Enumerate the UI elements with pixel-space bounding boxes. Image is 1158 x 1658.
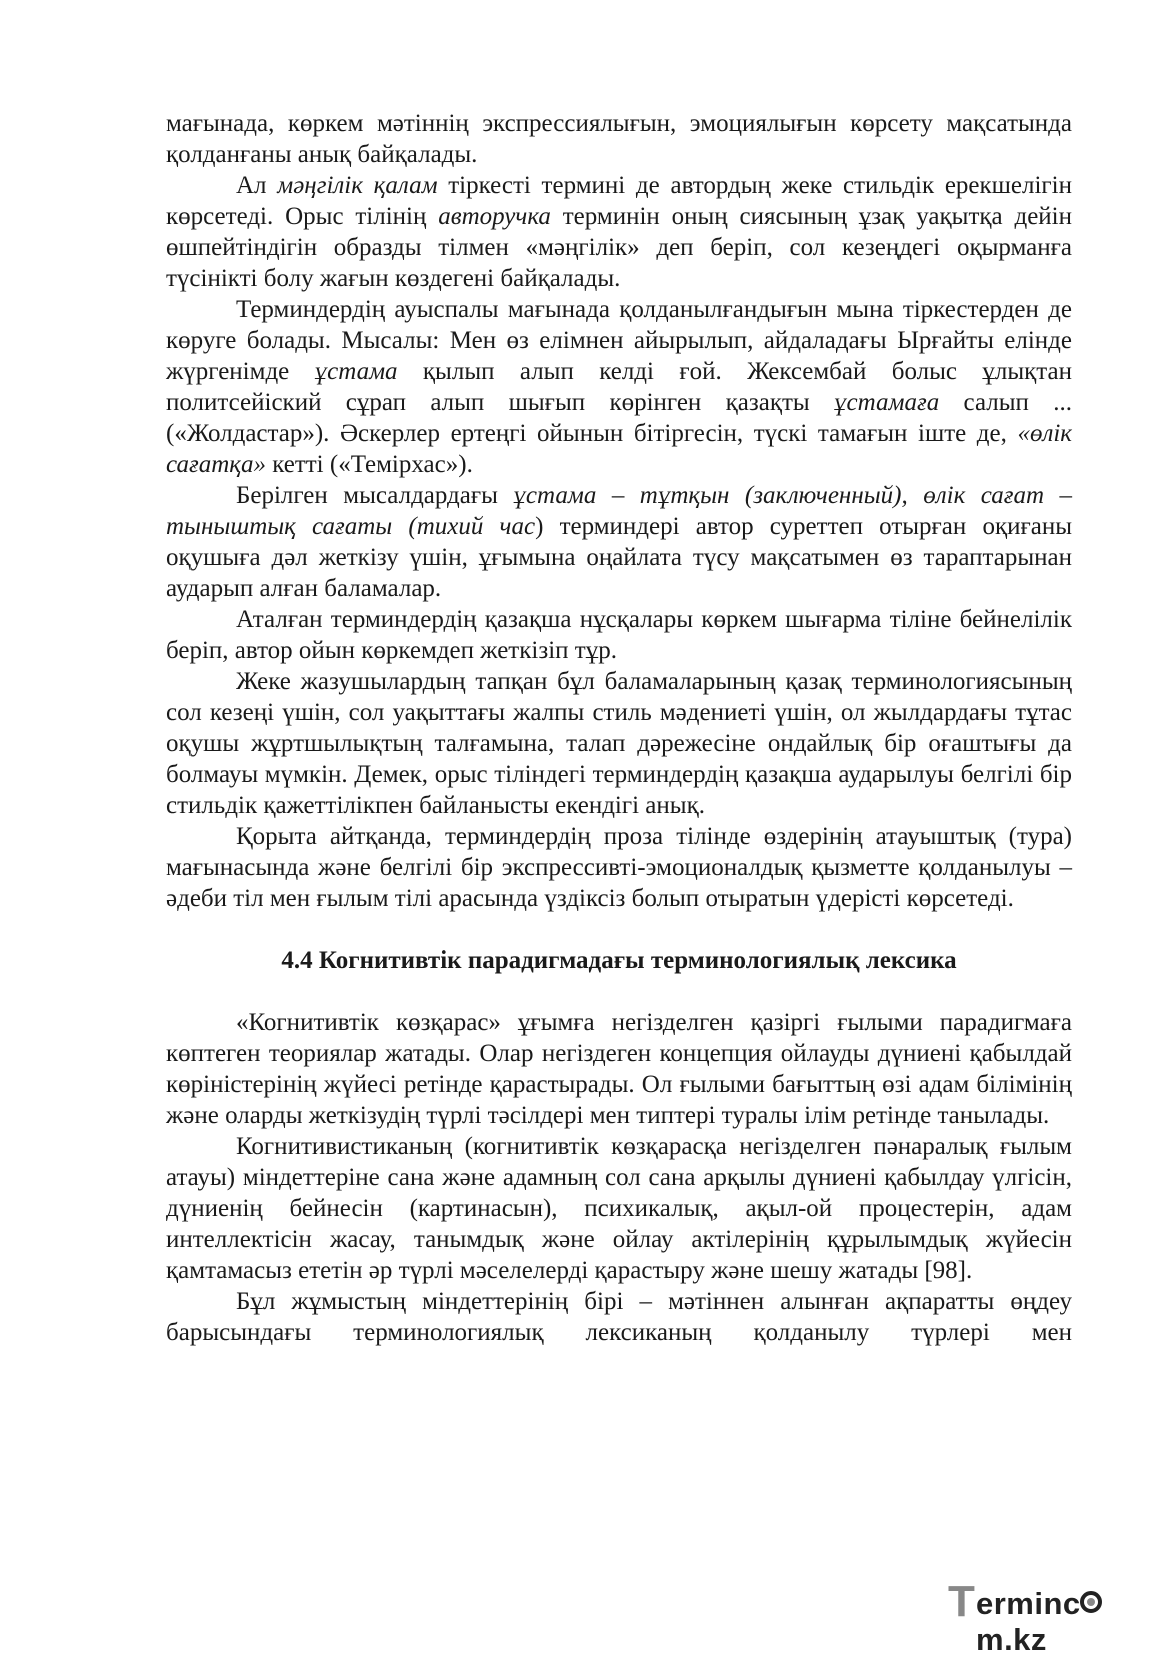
- paragraph-7: «Когнитивтік көзқарас» ұғымға негізделген қазіргі ғылыми парадигмаға көптеген теориялар жатады. Олар негіздеген концепция ойлауды дүниені қабылдай көріністерінің жүйесі ретінде қарастырады. Ол ғылыми бағыттың өзі адам білімінің және оларды жеткізудің түрлі тәсілдері мен типтері туралы ілім ретінде танылады.: [166, 1009, 1072, 1129]
- italic-term: мәңгілік қалам: [277, 172, 438, 199]
- italic-term: ұстамаға: [834, 389, 940, 416]
- section-heading: 4.4 Когнитивтік парадигмадағы терминологиялық лексика: [281, 947, 957, 974]
- text-span: тіркесті термині де автордың жеке стильдік ерекшелігін көрсетеді. Орыс тілінің: [166, 172, 1072, 230]
- paragraph-4: Аталған терминдердің қазақша нұсқалары көркем шығарма тіліне бейнелілік беріп, автор ойын көркемдеп жеткізіп тұр.: [166, 606, 1072, 664]
- watermark-text-end: m.kz: [976, 1622, 1047, 1657]
- text-span: ) терминдері автор суреттеп отырған оқиғаны оқушыға дәл жеткізу үшін, ұғымына оңайлата түсу мақсатымен өз тараптарынан аударып алған баламалар.: [166, 513, 1072, 602]
- text-span: кетті («Темірхас»).: [265, 451, 473, 478]
- watermark-o-dot-icon: [1087, 1598, 1095, 1606]
- termincom-watermark-logo: [940, 1577, 1150, 1657]
- paragraph-0: мағынада, көркем мәтіннің экспрессиялығын, эмоциялығын көрсету мақсатында қолданғаны анық байқалады.: [166, 110, 1072, 168]
- text-span: терминін оның сиясының ұзақ уақытқа дейін өшпейтіндігін образды тілмен «мәңгілік» деп беріп, сол кезеңдегі оқырманға түсінікті болу жағын көздегені байқалады.: [166, 203, 1072, 292]
- italic-term: авторучка: [438, 203, 551, 230]
- text-span: Терминдердің ауыспалы мағынада қолданылғандығын мына тіркестерден де көруге болады. Мысалы: Мен өз елімнен айырылып, айдаладағы Ырғайты елінде жүргенімде: [166, 296, 1072, 385]
- paragraph-6: Қорыта айтқанда, терминдердің проза тілінде өздерінің атауыштық (тура) мағынасында және белгілі бір экспрессивті-эмоционалдық қызметте қолданылуы – әдеби тіл мен ғылым тілі арасында үздіксіз болып отыратын үдерісті көрсетеді.: [166, 823, 1072, 912]
- paragraph-1: [166, 170, 1072, 294]
- text-span: Ал: [236, 172, 278, 199]
- paragraph-5: Жеке жазушылардың тапқан бұл баламаларының қазақ терминологиясының сол кезеңі үшін, сол уақыттағы жалпы стиль мәдениеті үшін, ол жылдардағы тұтас оқушы жұртшылықтың талғамына, талап дәрежесіне ондайлық бір оғаштығы да болмауы мүмкін. Демек, орыс тіліндегі терминдердің қазақша аударылуы белгілі бір стильдік қажеттілікпен байланысты екендігі анық.: [166, 668, 1072, 819]
- italic-term: ұстама: [314, 358, 398, 385]
- italic-term: «өлік сағатқа»: [166, 420, 1072, 478]
- italic-term: ұстама – тұтқын (заключенный), өлік сағат – тыныштық сағаты (тихий час: [166, 482, 1073, 540]
- paragraph-8: Когнитивистиканың (когнитивтік көзқарасқа негізделген пәнаралық ғылым атауы) міндеттеріне сана және адамның сол сана арқылы дүниені қабылдау үлгісін, дүниенің бейнесін (картинасын), психикалық, ақыл-ой процестерін, адам интеллектісін жасау, танымдық және ойлау актілерінің құрылымдық жүйесін қамтамасыз ететін әр түрлі мәселелерді қарастыру және шешу жатады [98].: [166, 1133, 1072, 1284]
- text-span: салып ... («Жолдастар»). Әскерлер ертеңгі ойынын бітіргесін, түскі тамағын іште де,: [166, 389, 1072, 447]
- paragraph-3: [166, 480, 1072, 604]
- text-span: қылып алып келді ғой. Жексембай болыс ұлықтан политсейіский сұрап алып шығып көрінген қазақты: [166, 358, 1072, 416]
- paragraph-9: Бұл жұмыстың міндеттерінің бірі – мәтіннен алынған ақпаратты өңдеу барысындағы терминологиялық лексиканың қолданылу түрлері мен: [166, 1288, 1072, 1346]
- watermark-letter-t: T: [948, 1577, 975, 1626]
- text-span: Берілген мысалдардағы: [236, 482, 514, 509]
- document-page: [166, 108, 1072, 1348]
- watermark-text-start: erminc: [976, 1586, 1081, 1621]
- watermark-text: [976, 1586, 1150, 1658]
- paragraph-2: [166, 294, 1072, 480]
